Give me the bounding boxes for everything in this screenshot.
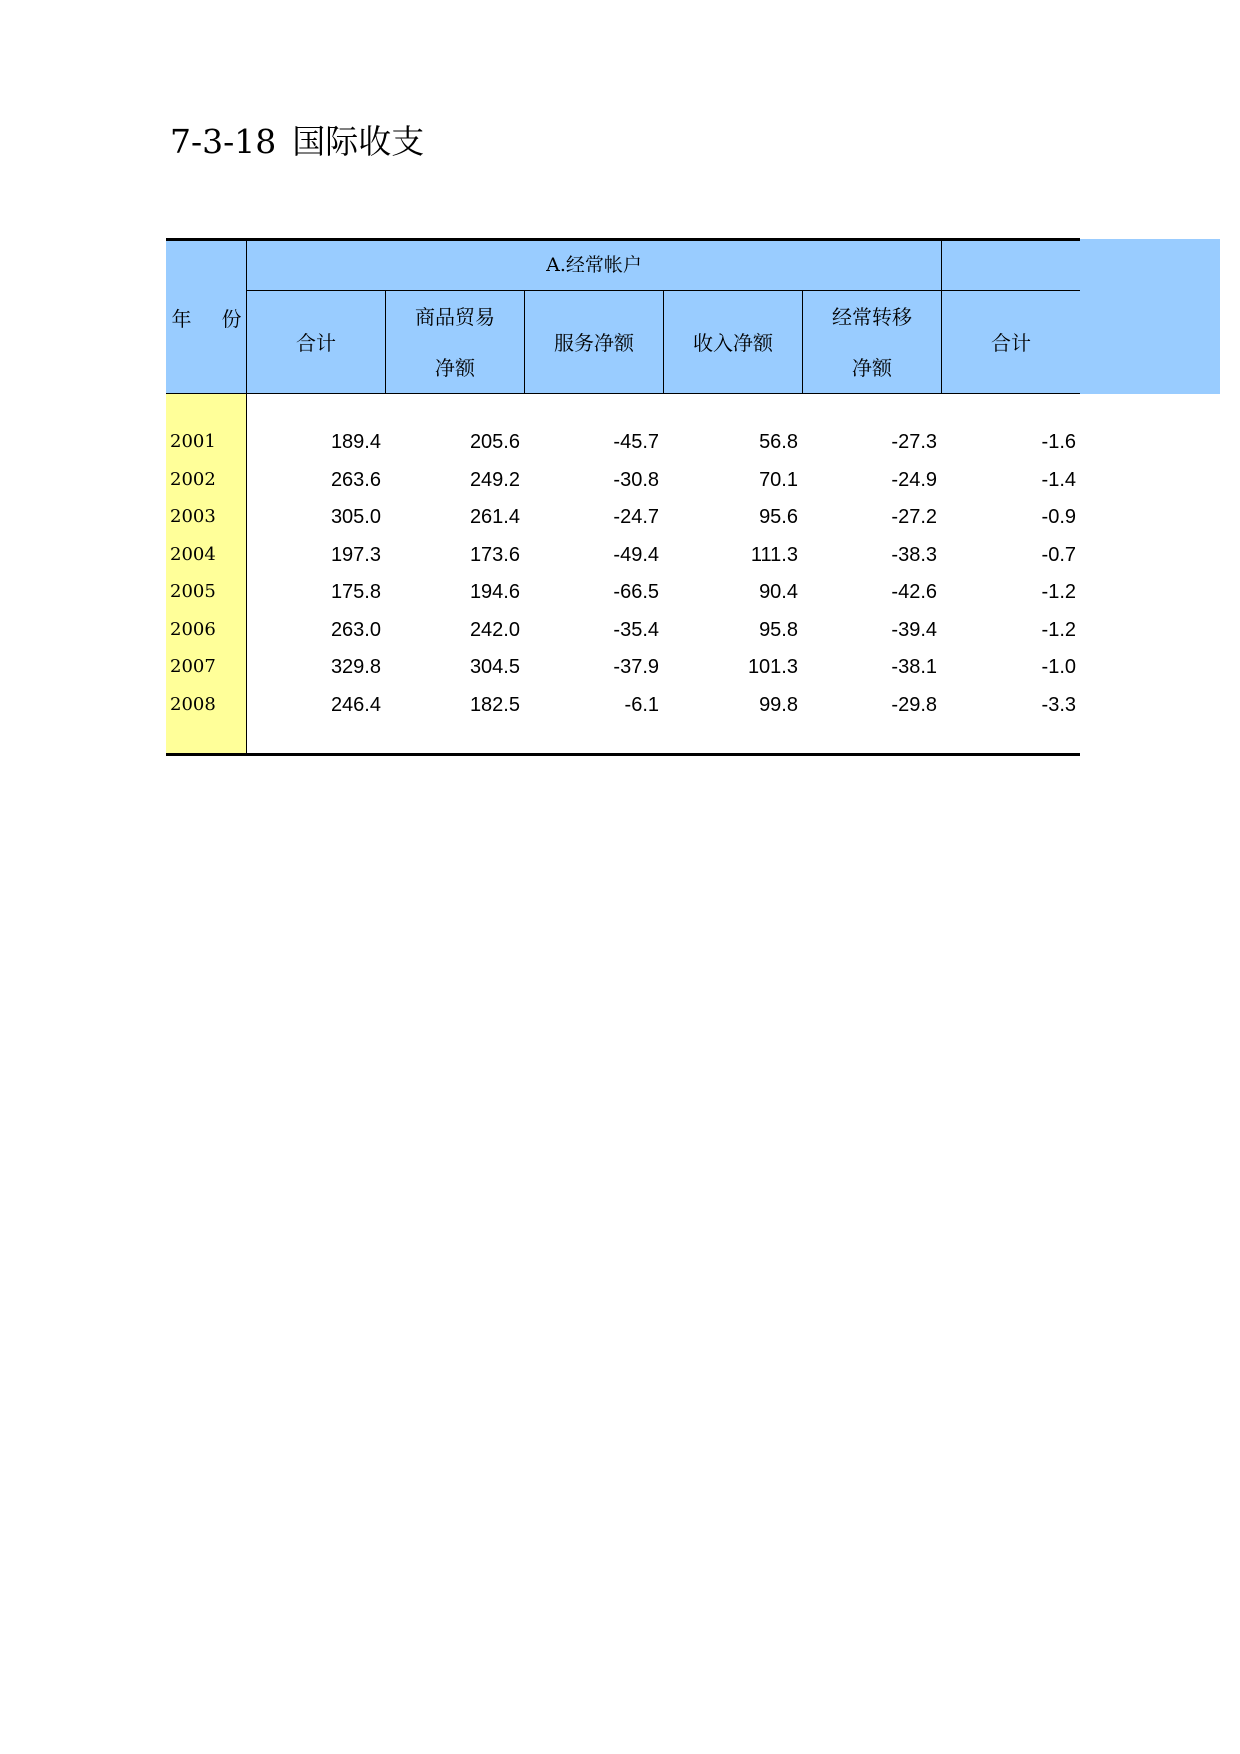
- value-cell: 263.0: [330, 618, 381, 641]
- value-cell: 242.0: [469, 618, 520, 641]
- year-cell: 2002: [170, 468, 216, 490]
- value-cell: 305.0: [330, 506, 381, 528]
- year-cell: 2008: [170, 693, 216, 715]
- value-cell: -0.9: [1041, 506, 1076, 528]
- value-cell: 95.6: [759, 506, 798, 528]
- year-cell: 2001: [170, 431, 216, 452]
- value-cell: 189.4: [330, 431, 381, 453]
- value-cell: -37.9: [613, 656, 659, 678]
- table-row: [166, 575, 1080, 613]
- table-body: [166, 425, 1080, 725]
- table-row: [166, 650, 1080, 688]
- table-row: [166, 463, 1080, 501]
- column-header-goods-trade: 商品贸易 净额: [415, 305, 495, 380]
- column-header-income: 收入净额: [693, 331, 773, 355]
- value-cell: -24.9: [891, 468, 937, 491]
- table-row: [166, 613, 1080, 651]
- value-cell: -3.3: [1041, 693, 1076, 716]
- value-cell: -39.4: [891, 618, 937, 641]
- value-cell: -38.1: [891, 656, 937, 678]
- value-cell: -45.7: [613, 431, 659, 453]
- value-cell: -42.6: [891, 581, 937, 603]
- value-cell: 175.8: [330, 581, 381, 603]
- value-cell: -1.2: [1041, 618, 1076, 641]
- column-header-current-transfers: 经常转移 净额: [832, 305, 912, 380]
- table-row: [166, 688, 1080, 726]
- value-cell: -1.2: [1041, 581, 1076, 603]
- value-cell: 194.6: [469, 581, 520, 603]
- year-cell: 2005: [170, 581, 216, 602]
- value-cell: -35.4: [613, 618, 659, 641]
- value-cell: 261.4: [469, 506, 520, 528]
- value-cell: -30.8: [613, 468, 659, 491]
- value-cell: 182.5: [469, 693, 520, 716]
- value-cell: -27.2: [891, 506, 937, 528]
- table-top-rule: [166, 238, 1080, 241]
- value-cell: -49.4: [613, 543, 659, 566]
- year-cell: 2003: [170, 506, 216, 527]
- year-cell: 2004: [170, 543, 216, 565]
- header-bottom-rule: [166, 393, 1080, 394]
- group-header-current-account: A.经常帐户: [546, 254, 642, 276]
- value-cell: 263.6: [330, 468, 381, 491]
- year-cell: 2007: [170, 656, 216, 677]
- year-header: 年 份: [171, 307, 242, 331]
- value-cell: 249.2: [469, 468, 520, 491]
- value-cell: -27.3: [891, 431, 937, 453]
- year-cell: 2006: [170, 618, 216, 640]
- column-header-services: 服务净额: [554, 331, 634, 355]
- value-cell: 70.1: [759, 468, 798, 491]
- value-cell: -29.8: [891, 693, 937, 716]
- page-title: [170, 120, 424, 164]
- value-cell: 329.8: [330, 656, 381, 678]
- value-cell: 173.6: [469, 543, 520, 566]
- value-cell: 101.3: [747, 656, 798, 678]
- value-cell: 56.8: [759, 431, 798, 453]
- value-cell: -66.5: [613, 581, 659, 603]
- table-number: 7-3-18: [170, 122, 277, 161]
- table-title: 国际收支: [292, 122, 425, 161]
- value-cell: -1.6: [1041, 431, 1076, 453]
- table-row: [166, 425, 1080, 463]
- column-divider: [941, 239, 942, 394]
- column-header-total: 合计: [296, 331, 336, 355]
- value-cell: -0.7: [1041, 543, 1076, 566]
- value-cell: 205.6: [469, 431, 520, 453]
- table-row: [166, 500, 1080, 538]
- table-bottom-rule: [166, 753, 1080, 756]
- table-row: [166, 538, 1080, 576]
- value-cell: 111.3: [750, 543, 798, 566]
- value-cell: -6.1: [624, 693, 659, 716]
- value-cell: 246.4: [330, 693, 381, 716]
- value-cell: -1.4: [1041, 468, 1076, 491]
- value-cell: 90.4: [759, 581, 798, 603]
- value-cell: 197.3: [330, 543, 381, 566]
- value-cell: -38.3: [891, 543, 937, 566]
- value-cell: -1.0: [1041, 656, 1076, 678]
- value-cell: 304.5: [469, 656, 520, 678]
- column-header-total-2: 合计: [991, 331, 1031, 355]
- value-cell: -24.7: [613, 506, 659, 528]
- value-cell: 99.8: [759, 693, 798, 716]
- value-cell: 95.8: [759, 618, 798, 641]
